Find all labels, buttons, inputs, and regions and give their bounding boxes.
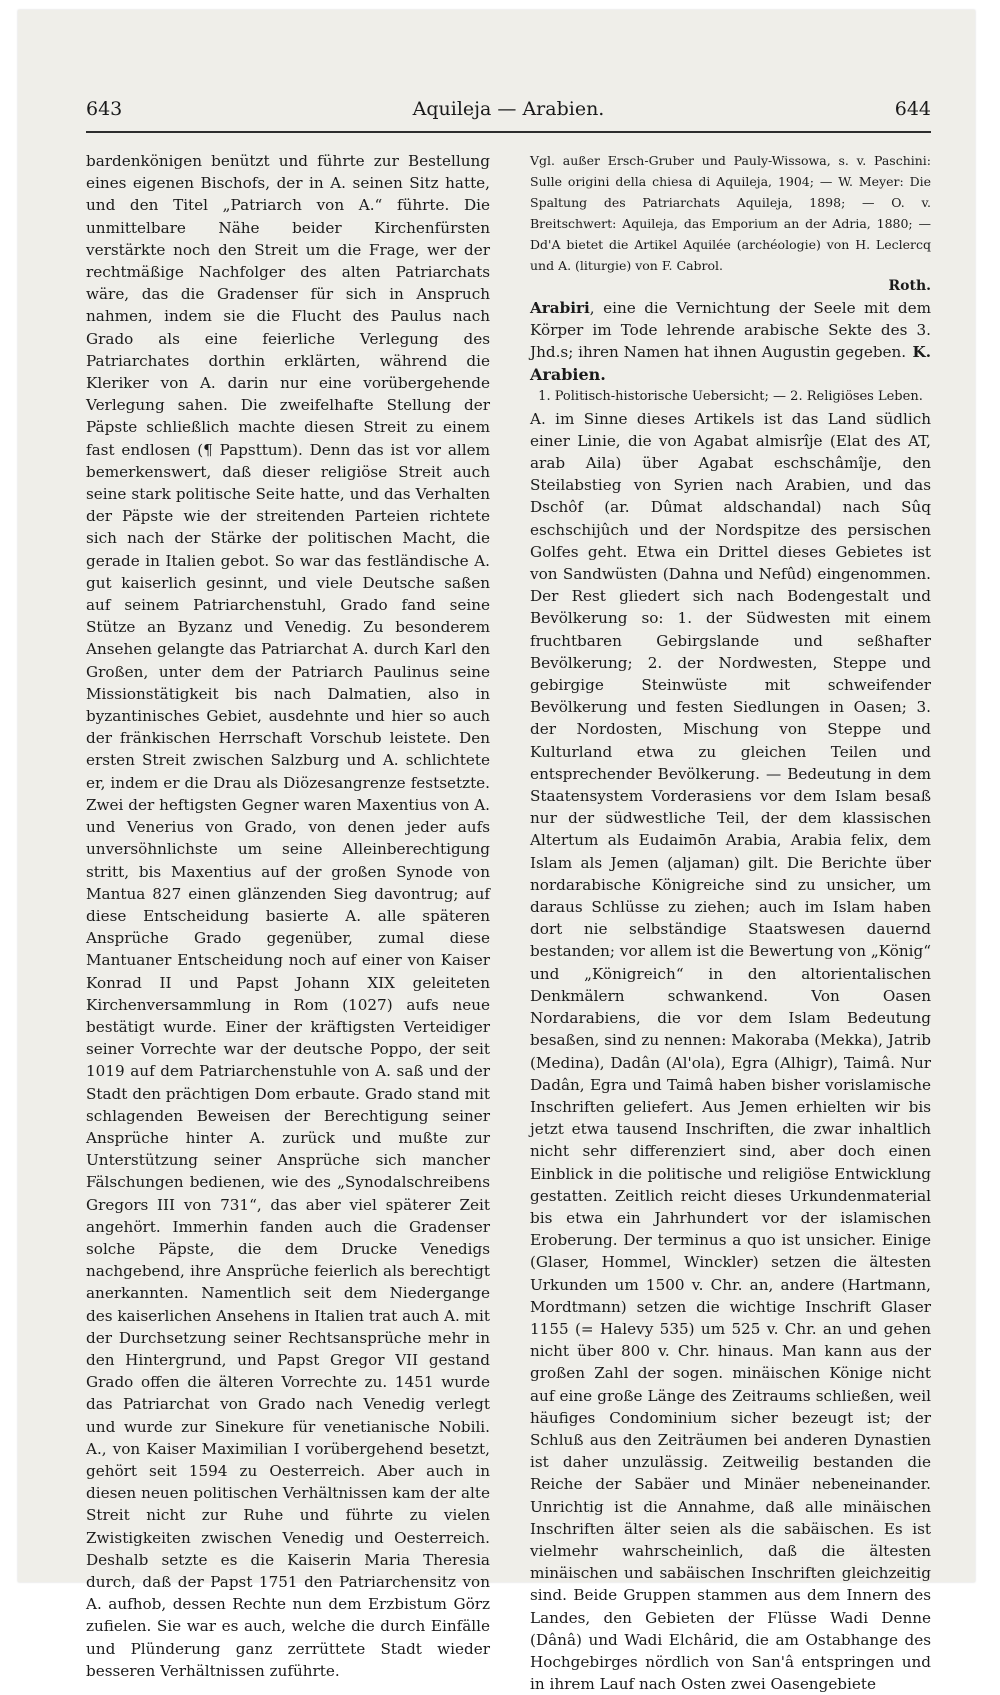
aquileja-article-text: bardenkönigen benützt und führte zur Bestellung eines eigenen Bischofs, der in A. seinen Sitz hatte, und den Titel „Patriarch von A.“ führte. Die unmittelbare Nähe beider Kirchenfürsten verstärkte noch den Streit um die Frage, wer der rechtmäßige Nachfolger des alten Patriarchats wäre, das die Gradenser für sich in Anspruch nahmen, indem sie die Flucht des Paulus nach Grado als eine feierliche Verlegung des Patriarchates dorthin erklärten, während die Kleriker von A. darin nur eine vorübergehende Verlegung sahen. Die zweifelhafte Stellung der Päpste schließlich machte diesen Streit zu einem fast endlosen (¶ Papsttum). Denn das ist vor allem bemerkenswert, daß dieser religiöse Streit auch seine stark politische Seite hatte, und das Verhalten der Päpste wie der streitenden Parteien richtete sich nach der Stärke der politischen Macht, die gerade in Italien gebot. So war das festländische A. gut kaiserlich gesinnt, und viele Deutsche saßen auf seinem Patriarchenstuhl, Grado fand seine Stütze an Byzanz und Venedig. Zu besonderem Ansehen gelangte das Patriarchat A. durch Karl den Großen, unter dem der Patriarch Paulinus seine Missionstätigkeit bis nach Dalmatien, also in byzantinisches Gebiet, ausdehnte und hier so auch der fränkischen Herrschaft Vorschub leistete. Den ersten Streit zwischen Salzburg und A. schlichtete er, indem er die Drau als Diözesangrenze festsetzte. Zwei der heftigsten Gegner waren Maxentius von A. und Venerius von Grado, von denen jeder aufs unversöhnlichste um seine Alleinberechtigung stritt, bis Maxentius auf der großen Synode von Mantua 827 einen glänzenden Sieg davontrug; auf diese Entscheidung basierte A. alle späteren Ansprüche Grado gegenüber, zumal diese Mantuaner Entscheidung noch auf einer von Kaiser Konrad II und Papst Johann XIX geleiteten Kirchenversammlung in Rom (1027) aufs neue bestätigt wurde. Einer der kräftigsten Verteidiger seiner Vorrechte war der deutsche Poppo, der seit 1019 auf dem Patriarchenstuhle von A. saß und der Stadt den prächtigen Dom erbaute. Grado stand mit schlagenden Beweisen der Berechtigung seiner Ansprüche hinter A. zurück und mußte zur Unterstützung seiner Ansprüche sich mancher Fälschungen bedienen, wie des „Synodalschreibens Gregors III von 731“, das aber viel späterer Zeit angehört. Immerhin fanden auch die Gradenser solche Päpste, die dem Drucke Venedigs nachgebend, ihre Ansprüche feierlich als berechtigt anerkannten. Namentlich seit dem Niedergange des kaiserlichen Ansehens in Italien trat auch A. mit der Durchsetzung seiner Rechtsansprüche mehr in den Hintergrund, und Papst Gregor VII gestand Grado offen die älteren Vorrechte zu. 1451 wurde das Patriarchat von Grado nach Venedig verlegt und wurde zur Sinekure für venetianische Nobili. A., von Kaiser Maximilian I vorübergehend besetzt, gehört seit 1594 zu Oesterreich. Aber auch in diesen neuen politischen Verhältnissen kam der alte Streit nicht zur Ruhe und führte zu vielen Zwistigkeiten zwischen Venedig und Oesterreich. Deshalb setzte es die Kaiserin Maria Theresia durch, daß der Papst 1751 den Patriarchensitz von A. aufhob, dessen Rechte nun dem Erzbistum Görz zufielen. Sie war es auch, welche die durch Einfälle und Plünderung ganz zerrüttete Stadt wieder besseren Verhältnissen zuführte.	[86, 152, 491, 1680]
entry-signature: K.	[912, 343, 931, 362]
arabien-article-text: A. im Sinne dieses Artikels ist das Land südlich einer Linie, die von Agabat almisrîje (Elat des AT, arab Aila) über Agabat eschschâmîje, den Steilabstieg von Syrien nach Arabien, und das Dschôf (ar. Dûmat aldschandal) nach Sûq eschschijûch und der Nordspitze des persischen Golfes geht. Etwa ein Drittel dieses Gebietes ist von Sandwüsten (Dahna und Nefûd) eingenommen. Der Rest gliedert sich nach Bodengestalt und Bevölkerung so: 1. der Südwesten mit einem fruchtbaren Gebirgslande und seßhafter Bevölkerung; 2. der Nordwesten, Steppe und gebirgige Steinwüste mit schweifender Bevölkerung und festen Siedlungen in Oasen; 3. der Nordosten, Mischung von Steppe und Kulturland etwa zu gleichen Teilen und entsprechender Bevölkerung. — Bedeutung in dem Staatensystem Vorderasiens vor dem Islam besaß nur der südwestliche Teil, der dem klassischen Altertum als Eudaimōn Arabia, Arabia felix, dem Islam als Jemen (aljaman) gilt. Die Berichte über nordarabische Königreiche sind zu unsicher, um daraus Schlüsse zu ziehen; auch im Islam haben dort nie selbständige Staatswesen dauernd bestanden; vor allem ist die Bewertung von „König“ und „Königreich“ in den altorientalischen Denkmälern schwankend. Von Oasen Nordarabiens, die vor dem Islam Bedeutung besaßen, sind zu nennen: Makoraba (Mekka), Jatrib (Medina), Dadân (Al'ola), Egra (Alhigr), Taimâ. Nur Dadân, Egra und Taimâ haben bisher vorislamische Inschriften geliefert. Aus Jemen erhielten wir bis jetzt etwa tausend Inschriften, die zwar inhaltlich nicht sehr differenziert sind, aber doch einen Einblick in die politische und religiöse Entwicklung gestatten. Zeitlich reicht dieses Urkundenmaterial bis etwa ein Jahrhundert vor der islamischen Eroberung. Der terminus a quo ist unsicher. Einige (Glaser, Hommel, Winckler) setzen die ältesten Urkunden um 1500 v. Chr. an, andere (Hartmann, Mordtmann) setzen die wichtige Inschrift Glaser 1155 (= Halevy 535) um 525 v. Chr. an und gehen nicht über 800 v. Chr. hinaus. Man kann aus der großen Zahl der sogen. minäischen Könige nicht auf eine große Länge des Zeitraums schließen, weil häufiges Condominium sicher bezeugt ist; der Schluß aus den Zeiträumen bei anderen Dynastien ist daher unzulässig. Zeitweilig bestanden die Reiche der Sabäer und Minäer nebeneinander. Unrichtig ist die Annahme, daß alle minäischen Inschriften älter seien als die sabäischen. Es ist vielmehr wahrscheinlich, daß die ältesten minäischen und sabäischen Inschriften gleichzeitig sind. Beide Gruppen stammen aus dem Innern des Landes, den Gebieten der Flüsse Wadi Denne (Dânâ) und Wadi Elchârid, die am Ostabhange des Hochgebirges nördlich von San'â entspringen und in ihrem Lauf nach Osten zwei Oasengebiete	[530, 409, 931, 1694]
author-signature: Roth.	[888, 278, 931, 294]
section-contents: 1. Politisch-historische Uebersicht; — 2. Religiöses Leben.	[538, 388, 923, 404]
book-page	[18, 10, 975, 1694]
left-column	[86, 150, 490, 1682]
bibliography: Vgl. außer Ersch-Gruber und Pauly-Wissowa, s. v. Paschini: Sulle origini della chiesa di Aquileja, 1904; — W. Meyer: Die Spaltung des Patriarchats Aquileja, 1898; — O. v. Breitschwert: Aquileja, das Emporium an der Adria, 1880; — Dd'A bietet die Artikel Aquilée (archéologie) von H. Leclercq und A. (liturgie) von F. Cabrol.	[530, 153, 931, 273]
right-page-number: 644	[894, 98, 931, 120]
entry-lemma: Arabiri	[530, 299, 590, 317]
left-page-number: 643	[86, 98, 123, 120]
header-rule	[86, 131, 931, 133]
section-title: Arabien.	[530, 364, 606, 384]
running-title: Aquileja — Arabien.	[412, 98, 605, 120]
right-column	[530, 150, 931, 1695]
running-header	[86, 94, 931, 124]
entry-text: , eine die Vernichtung der Seele mit dem Körper im Tode lehrende arabische Sekte des 3. Jhd.s; ihren Namen hat ihnen Augustin gegeben.	[530, 299, 931, 362]
entry-arabiri	[530, 297, 931, 364]
